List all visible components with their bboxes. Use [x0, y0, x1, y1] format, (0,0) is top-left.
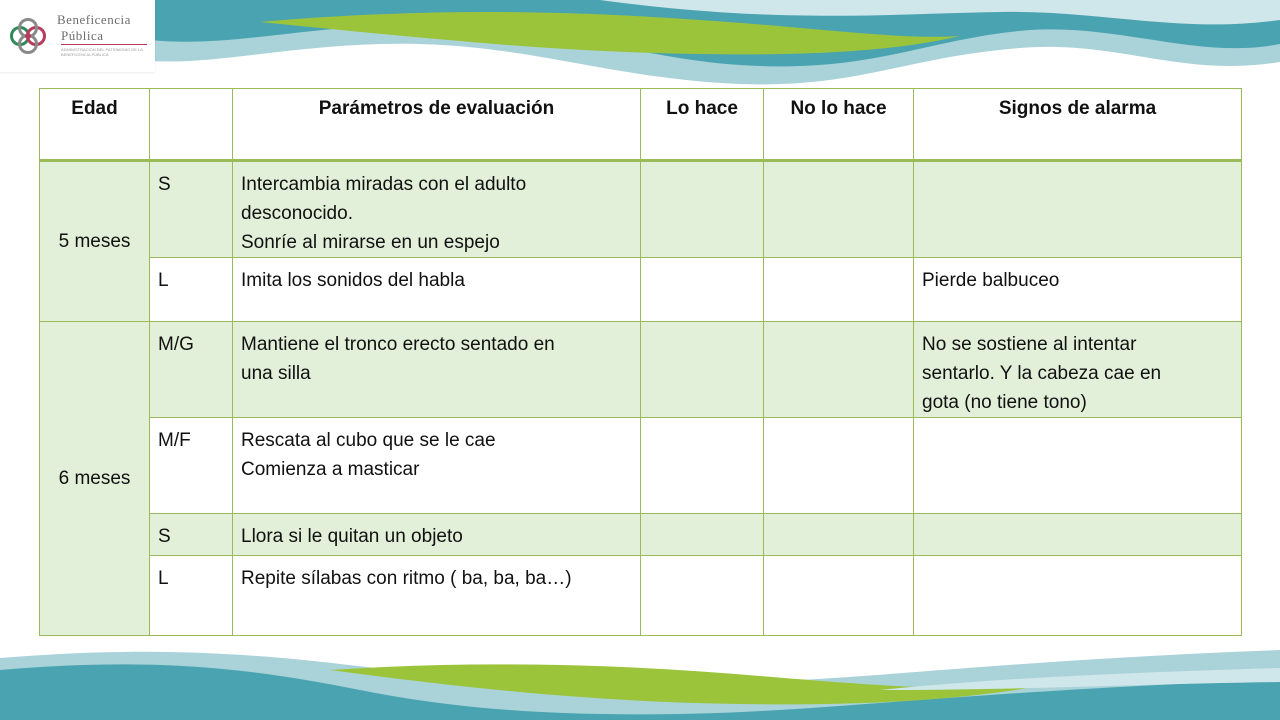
- no-lo-hace-cell[interactable]: [764, 322, 914, 418]
- area-cell: M/G: [150, 322, 233, 418]
- alarma-cell: [914, 556, 1242, 636]
- alarma-line: Pierde balbuceo: [922, 270, 1060, 291]
- lo-hace-cell[interactable]: [641, 322, 764, 418]
- table-header-row: [40, 89, 1242, 161]
- alarma-cell: [914, 418, 1242, 514]
- params-cell: [233, 322, 641, 418]
- lo-hace-cell[interactable]: [641, 258, 764, 322]
- beneficencia-logo: [0, 0, 155, 72]
- param-line: desconocido.: [241, 203, 353, 224]
- header-edad: Edad: [40, 89, 150, 161]
- params-cell: [233, 514, 641, 556]
- logo-subtitle: ADMINISTRACIÓN DEL PATRIMONIO DE LA BENEFICENCIA PÚBLICA: [61, 47, 143, 57]
- alarma-line: No se sostiene al intentar: [922, 334, 1137, 355]
- logo-title-line2: Pública: [61, 28, 104, 43]
- area-cell: S: [150, 161, 233, 258]
- no-lo-hace-cell[interactable]: [764, 556, 914, 636]
- no-lo-hace-cell[interactable]: [764, 514, 914, 556]
- param-line: una silla: [241, 363, 311, 384]
- param-line: Llora si le quitan un objeto: [241, 526, 463, 547]
- table-row: [40, 556, 1242, 636]
- table-row: [40, 161, 1242, 258]
- param-line: Repite sílabas con ritmo ( ba, ba, ba…): [241, 568, 572, 589]
- lo-hace-cell[interactable]: [641, 514, 764, 556]
- logo-rings-icon: [6, 14, 50, 58]
- param-line: Rescata al cubo que se le cae: [241, 430, 496, 451]
- area-cell: L: [150, 556, 233, 636]
- no-lo-hace-cell[interactable]: [764, 161, 914, 258]
- header-no-lo-hace: No lo hace: [764, 89, 914, 161]
- param-line: Imita los sonidos del habla: [241, 270, 465, 291]
- no-lo-hace-cell[interactable]: [764, 418, 914, 514]
- header-parametros: Parámetros de evaluación: [233, 89, 641, 161]
- lo-hace-cell[interactable]: [641, 418, 764, 514]
- bottom-wave-decoration: [0, 630, 1280, 720]
- top-wave-decoration: [0, 0, 1280, 90]
- area-cell: S: [150, 514, 233, 556]
- area-cell: M/F: [150, 418, 233, 514]
- logo-title-line1: Beneficencia: [57, 12, 131, 27]
- no-lo-hace-cell[interactable]: [764, 258, 914, 322]
- evaluation-table: [39, 88, 1242, 636]
- header-signos-alarma: Signos de alarma: [914, 89, 1242, 161]
- lo-hace-cell[interactable]: [641, 161, 764, 258]
- alarma-cell: [914, 258, 1242, 322]
- param-line: Mantiene el tronco erecto sentado en: [241, 334, 555, 355]
- alarma-line: gota (no tiene tono): [922, 392, 1087, 413]
- table-row: [40, 322, 1242, 418]
- age-cell: 5 meses: [40, 161, 150, 322]
- lo-hace-cell[interactable]: [641, 556, 764, 636]
- table-row: [40, 514, 1242, 556]
- header-lo-hace: Lo hace: [641, 89, 764, 161]
- table-row: [40, 258, 1242, 322]
- params-cell: [233, 556, 641, 636]
- alarma-line: sentarlo. Y la cabeza cae en: [922, 363, 1162, 384]
- logo-divider: [61, 44, 147, 45]
- param-line: Sonríe al mirarse en un espejo: [241, 232, 500, 253]
- alarma-cell: [914, 161, 1242, 258]
- params-cell: [233, 258, 641, 322]
- params-cell: [233, 161, 641, 258]
- alarma-cell: [914, 514, 1242, 556]
- area-cell: L: [150, 258, 233, 322]
- param-line: Intercambia miradas con el adulto: [241, 174, 527, 195]
- params-cell: [233, 418, 641, 514]
- param-line: Comienza a masticar: [241, 459, 420, 480]
- table-row: [40, 418, 1242, 514]
- age-cell: 6 meses: [40, 322, 150, 636]
- alarma-cell: [914, 322, 1242, 418]
- header-area: [150, 89, 233, 161]
